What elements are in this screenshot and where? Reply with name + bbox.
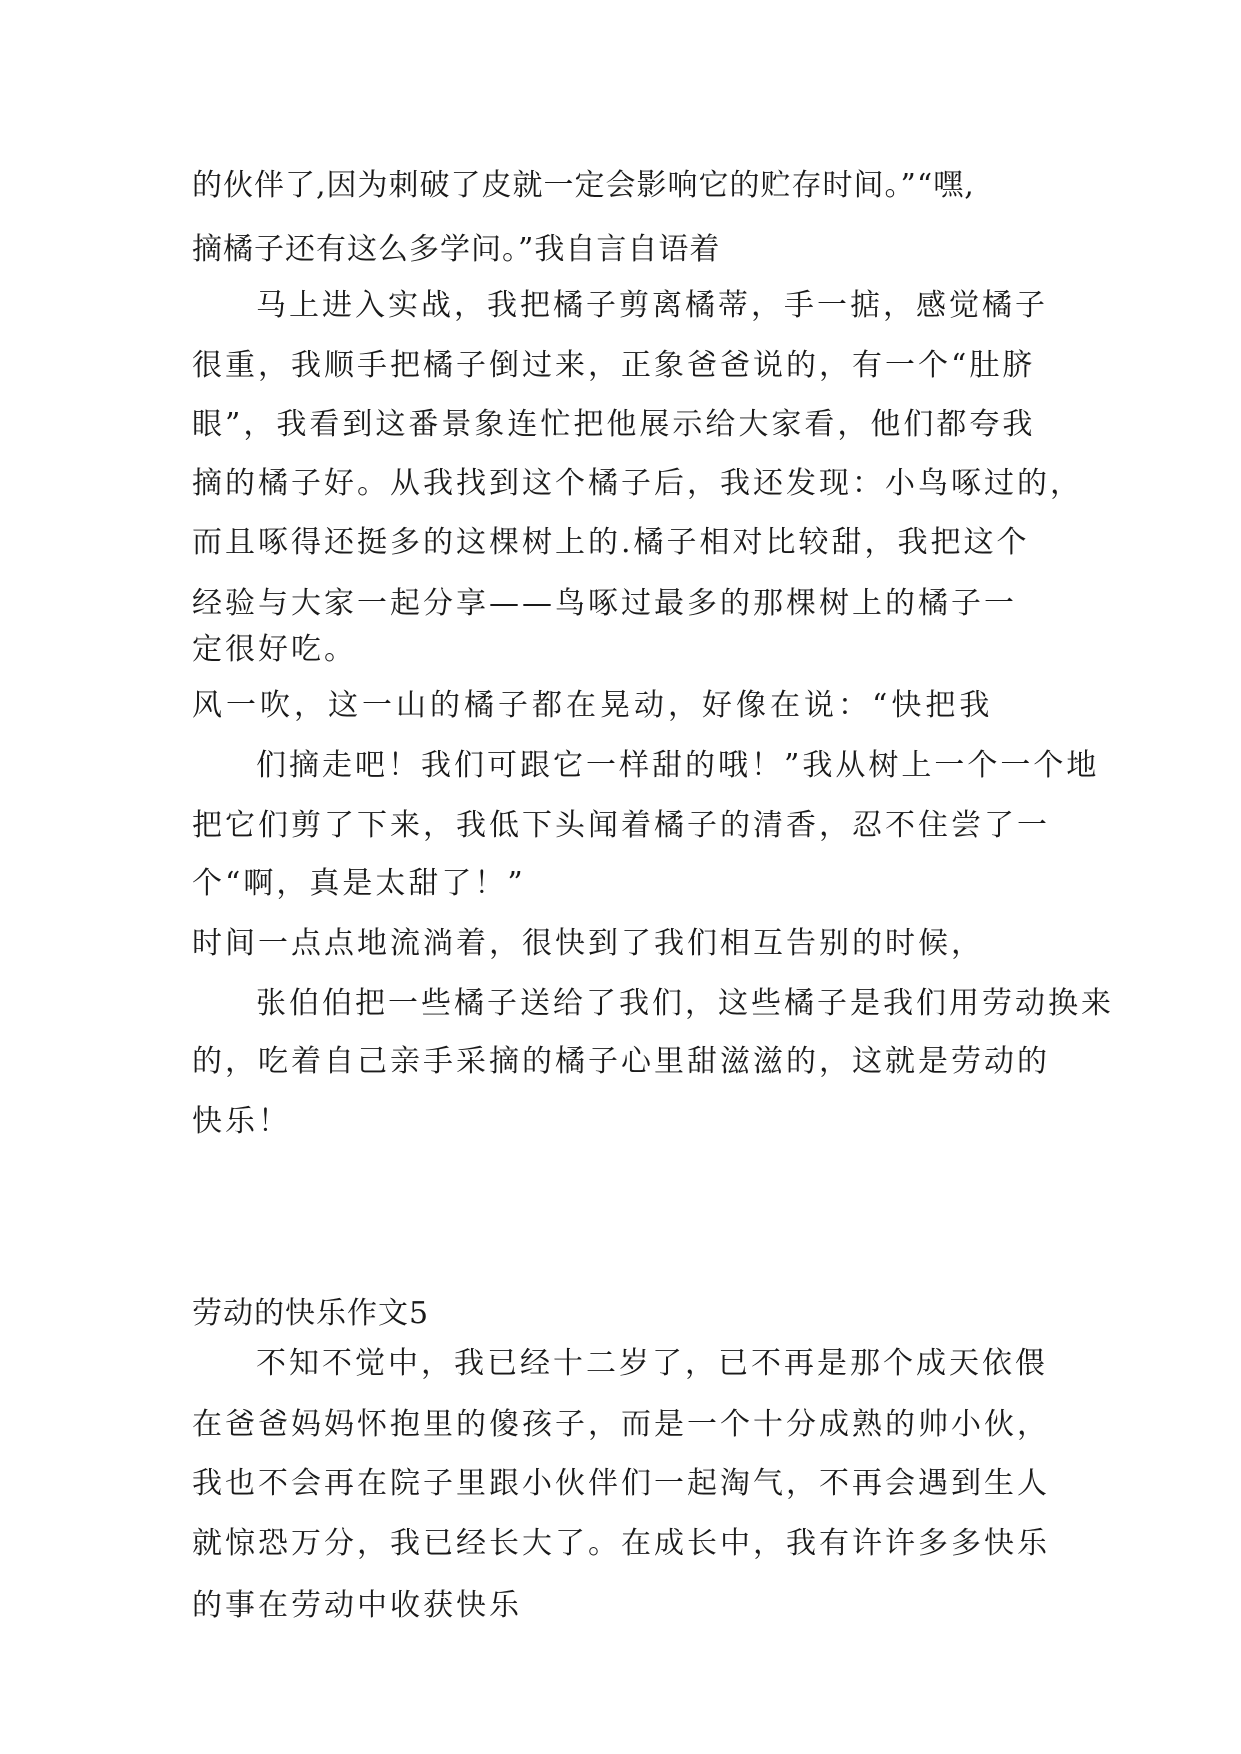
text-line: 的事在劳动中收获快乐: [192, 1588, 522, 1623]
text-line: 摘的橘子好。从我找到这个橘子后，我还发现：小鸟啄过的，: [192, 466, 1083, 501]
text-line: 就惊恐万分，我已经长大了。在成长中，我有许许多多快乐: [192, 1526, 1050, 1561]
text-line: 定很好吃。: [192, 632, 357, 667]
text-line: 把它们剪了下来，我低下头闻着橘子的清香，忍不住尝了一: [192, 808, 1050, 843]
text-line: 眼”，我看到这番景象连忙把他展示给大家看，他们都夸我: [192, 407, 1036, 442]
text-line: 的，吃着自己亲手采摘的橘子心里甜滋滋的，这就是劳动的: [192, 1044, 1050, 1079]
text-line: 们摘走吧！我们可跟它一样甜的哦！”我从树上一个一个地: [256, 748, 1100, 783]
paragraph-start: 风一吹，这一山的橘子都在晃动，好像在说：“快把我: [192, 688, 994, 723]
paragraph-start: 马上进入实战，我把橘子剪离橘蒂，手一掂，感觉橘子: [256, 288, 1048, 323]
text-line: 的伙伴了,因为刺破了皮就一定会影响它的贮存时间。”“嘿,: [192, 168, 975, 203]
text-line: 而且啄得还挺多的这棵树上的.橘子相对比较甜，我把这个: [192, 525, 1030, 560]
text-line: 个“啊，真是太甜了！”: [192, 866, 526, 901]
text-line: 在爸爸妈妈怀抱里的傻孩子，而是一个十分成熟的帅小伙，: [192, 1407, 1050, 1442]
section-title: 劳动的快乐作文5: [192, 1296, 430, 1331]
paragraph-start: 不知不觉中，我已经十二岁了，已不再是那个成天依偎: [256, 1346, 1048, 1381]
text-line: 很重，我顺手把橘子倒过来，正象爸爸说的，有一个“肚脐: [192, 348, 1036, 383]
text-line: 张伯伯把一些橘子送给了我们，这些橘子是我们用劳动换来: [256, 986, 1114, 1021]
text-line: 经验与大家一起分享——鸟啄过最多的那棵树上的橘子一: [192, 586, 1017, 621]
paragraph-start: 时间一点点地流淌着，很快到了我们相互告别的时候，: [192, 926, 984, 961]
text-line: 快乐！: [192, 1104, 291, 1139]
text-line: 我也不会再在院子里跟小伙伴们一起淘气，不再会遇到生人: [192, 1466, 1050, 1501]
text-line: 摘橘子还有这么多学问。”我自言自语着: [192, 232, 721, 267]
